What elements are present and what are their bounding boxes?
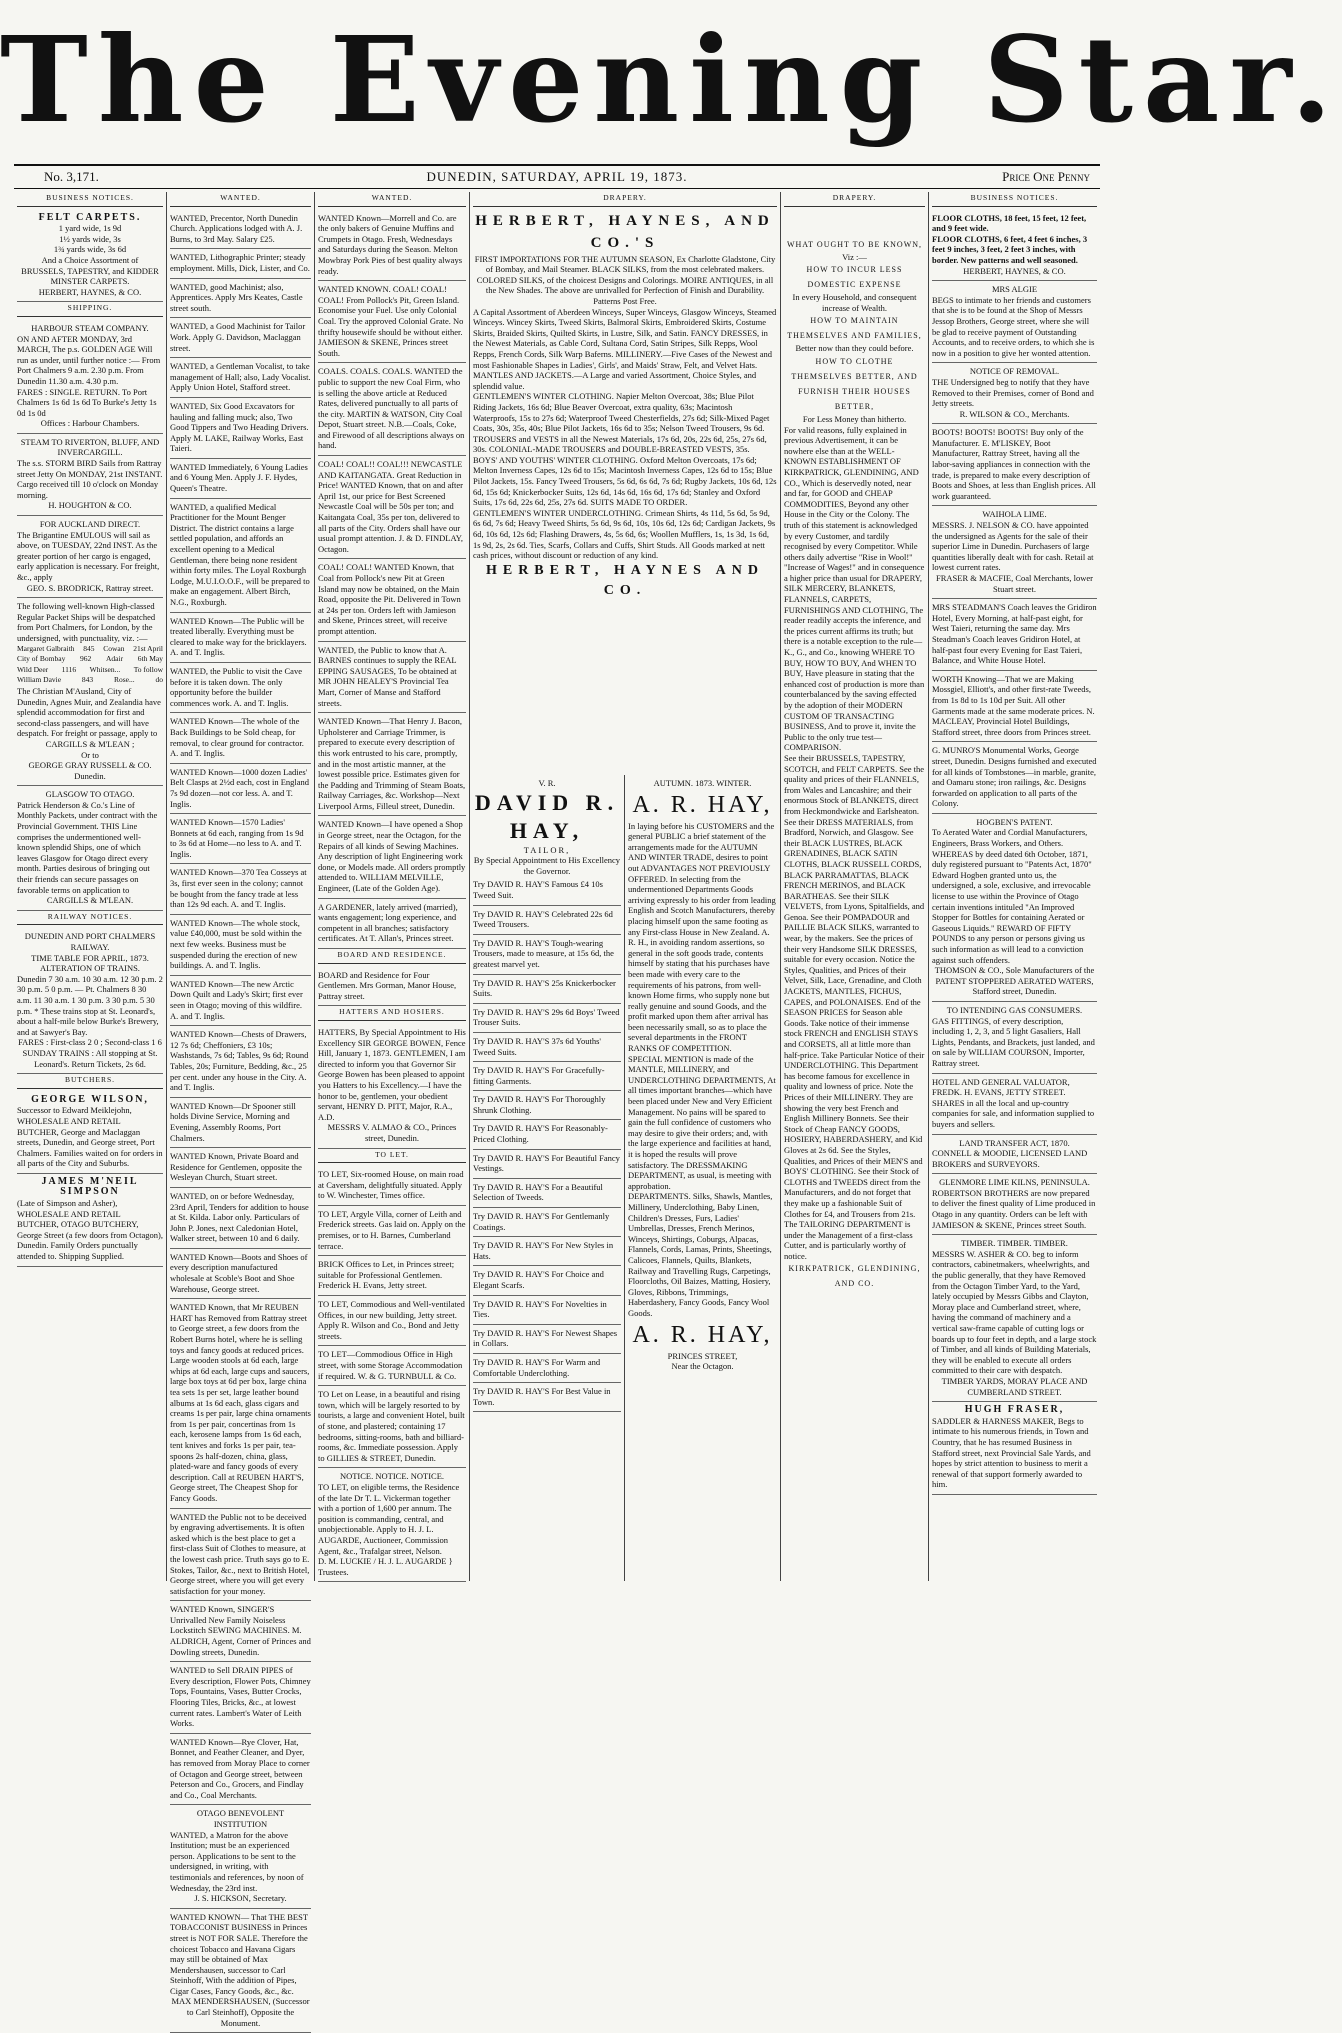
column-business-2 [929, 192, 1100, 1581]
ad-benevolent: OTAGO BENEVOLENT INSTITUTION WANTED, a Matron for the above Institution; must be an experienced person. Applications to be sent to the undersigned, in writing, with testimonials and references, by noon of Wednesday, the 23rd inst. J. S. HICKSON, Secretary. [170, 1805, 311, 1908]
wanted-ads-list [170, 210, 311, 1806]
wanted-ad: WANTED Known—Chests of Drawers, 12 7s 6d; Cheffoniers, £3 10s; Washstands, 7s 6d; Tables, 9s 6d; Round Tables, 20s; Furniture, Bedding, &c., 25 per cent. under any house in the City. A. and T. Inglis. [170, 1026, 311, 1098]
ad-coach: MRS STEADMAN'S Coach leaves the Gridiron Hotel, Every Morning, at half-past eight, for West Taieri, returning the same day. Mrs Steadman's Coach leaves Gridiron Hotel, at half-past four every Evening for East Taieri, Balance, and White House Hotel. [932, 599, 1097, 671]
wanted-ad: COAL! COAL! WANTED Known, that Coal from Pollock's new Pit at Green Island may now be obtained, on the Main Road, opposite the Pit. Delivered in Town at 24s per ton. Orders left with Jamieson and Skene, Princes street, will receive prompt attention. [318, 559, 466, 641]
try-line: Try DAVID R. HAY'S For New Styles in Hats. [473, 1237, 621, 1266]
try-line: Try DAVID R. HAY'S For Best Value in Town. [473, 1383, 621, 1412]
to-let-ad: TO LET, Commodious and Well-ventilated Offices, in our new building, Jetty street. Apply R. Wilson and Co., Bond and Jetty streets. [318, 1296, 466, 1346]
wanted-ad: WANTED Known—The whole stock, value £40,000, must be sold within the next few weeks. Business must be suspended during the erection of new buildings. A. and T. Inglis. [170, 915, 311, 976]
wanted-ad: WANTED, a qualified Medical Practitioner for the Mount Benger District. The district contains a large settled population, and affords an excellent opening to a Medical Gentleman, there being none resident within forty miles. The Loyal Roxburgh Lodge, M.U.I.O.O.F., will be prepared to make an engagement. Albert Birch, N.G., Roxburgh. [170, 499, 311, 613]
wanted-ad: WANTED Known, Private Board and Residence for Gentlemen, opposite the Wesleyan Church, Stuart street. [170, 1148, 311, 1188]
try-line: Try DAVID R. HAY'S For Warm and Comfortable Underclothing. [473, 1354, 621, 1383]
ship-row: City of Bombay 962 Adair 6th May [17, 654, 163, 664]
wanted-ad: WANTED to Sell DRAIN PIPES of Every description, Flower Pots, Chimney Tops, Fountains, Vases, Butter Crocks, Flooring Tiles, Bricks, &c., at lowest current rates. Lambert's Water of Leith Works. [170, 1662, 311, 1734]
ship-row: Margaret Galbraith 845 Cowan 21st April [17, 643, 163, 653]
ad-harbour-steam: HARBOUR STEAM COMPANY. ON AND AFTER MONDAY, 3rd MARCH, The p.s. GOLDEN AGE Will run as under, until further notice :— From Port Chalmers 9 a.m. 2.30 p.m. From Dunedin 11.30 a.m. 4.30 p.m. FARES : SINGLE. RETURN. To Port Chalmers 1s 6d 1s 6d To Burke's Jetty 1s 0d 1s 0d Offices : Harbour Chambers. [17, 320, 163, 434]
ad-hugh-fraser: HUGH FRASER, SADDLER & HARNESS MAKER, Begs to intimate to his numerous friends, in Town and Country, that he has resumed Business in Stafford street, next Provincial Sale Yards, and hopes by strict attention to business to merit a renewal of that support formerly awarded to him. [932, 1402, 1097, 1495]
ad-lime: WAIHOLA LIME. MESSRS. J. NELSON & CO. have appointed the undersigned as Agents for the sale of their superior Lime in Dunedin. Purchasers of large quantities liberally dealt with for cash. Retail at lowest current rates. FRASER & MACFIE, Coal Merchants, lower Stuart street. [932, 506, 1097, 599]
try-line: Try DAVID R. HAY'S Tough-wearing Trousers, made to measure, at 15s 6d, the greatest marvel yet. [473, 935, 621, 975]
ad-george-wilson: GEORGE WILSON, Successor to Edward Meiklejohn, WHOLESALE AND RETAIL BUTCHER, George and Maclaggan streets, Dunedin, and George street, Port Chalmers. Families waited on for orders in all parts of the City and Suburbs. [17, 1092, 163, 1174]
wanted-ad: COALS. COALS. COALS. WANTED the public to support the new Coal Firm, who is selling the above article at Reduced Rates, delivered punctually to all parts of the city. MARTIN & WATSON, City Coal Depot, Stuart street. N.B.—Coals, Coke, and Firewood of all descriptions always on hand. [318, 363, 466, 456]
column-david-hay: V. R. DAVID R. HAY, TAILOR, By Special Appointment to His Excellency the Governor. Try DAVID R. HAY'S Famous £4 10s Tweed Suit. Try DAVID R. HAY'S Celebrated 22s 6d Tweed Trousers. Try DAVID R. HAY'S Tough-wearing Trousers, made to measure, at 15s 6d, the greatest marvel yet. Try DAVID R. HAY'S 25s Knickerbocker Suits. Try DAVID R. HAY'S 29s 6d Boys' Tweed Trouser Suits. Try DAVID R. HAY'S 37s 6d Youths' Tweed Suits. Try DAVID R. HAY'S For Gracefully-fitting Garments. Try DAVID R. HAY'S For Thoroughly Shrunk Clothing. Try DAVID R. HAY'S For Reasonably-Priced Clothing. Try DAVID R. HAY'S For Beautiful Fancy Vestings. Try DAVID R. HAY'S For a Beautiful Selection of Tweeds. Try DAVID R. HAY'S For Gentlemanly Coatings. Try DAVID R. HAY'S For New Styles in Hats. Try DAVID R. HAY'S For Choice and Elegant Scarfs. Try DAVID R. HAY'S For Novelties in Ties. Try DAVID R. HAY'S For Newest Shapes in Collars. Try DAVID R. HAY'S For Warm and Comfortable Underclothing. Try DAVID R. HAY'S For Best Value in Town. [470, 778, 624, 1581]
column-business-shipping [14, 192, 166, 1581]
ad-simpson: JAMES M'NEIL SIMPSON (Late of Simpson and Asher), WHOLESALE AND RETAIL BUTCHER, OTAGO BUTCHERY, George Street (a few doors from Octagon), Dunedin. Family Orders punctually attended to. Shipping Supplied. [17, 1174, 163, 1267]
ad-board: BOARD and Residence for Four Gentlemen. Mrs Gorman, Manor House, Pattray street. [318, 967, 466, 1007]
try-line: Try DAVID R. HAY'S Celebrated 22s 6d Tweed Trousers. [473, 906, 621, 935]
column-kirkpatrick: DRAPERY. WHAT OUGHT TO BE KNOWN, Viz :— HOW TO INCUR LESS DOMESTIC EXPENSE In every Household, and consequent increase of Wealth. HOW TO MAINTAIN THEMSELVES AND FAMILIES, Better now than they could before. HOW TO CLOTHE THEMSELVES BETTER, AND FURNISH THEIR HOUSES BETTER, For Less Money than hitherto. For valid reasons, fully explained in previous Advertisement, it can be nowhere else than at the WELL-KNOWN ESTABLISHMENT OF KIRKPATRICK, GLENDINING, AND CO., Which is deservedly noted, near and far, for GOOD and CHEAP COMMODITIES, Beyond any other House in the City or the Colony. The truth of this statement is acknowledged by every Customer, and tardily recognised by every Competitor. While others daily advertise "Rise in Wool!" "Increase of Wages!" and in consequence a higher price than usual for DRAPERY, SILK MERCERY, BLANKETS, FLANNELS, CARPETS, FURNISHINGS AND CLOTHING, The reader readily accepts the inference, and the prices current affirms its truth; but there is a notable exception to the rule—K., G., and Co., knowing WHERE TO BUY, HOW TO BUY, And WHEN TO BUY, Have pleasure in stating that the enhanced cost of production is more than counterbalanced by the saving effected by the adoption of their MODERN CUSTOM OF TRANSACTING BUSINESS, And to prove it, invite the Public to the only true test—COMPARISON. See their BRUSSELS, TAPESTRY, SCOTCH, and FELT CARPETS. See the quality and prices of their FLANNELS, from Wales and Lancashire; and their enormous Stock of BLANKETS, direct from Heckmondwicke and Earlsheaton. See their DRESS MATERIALS, from Bradford, Norwich, and Glasgow. See their BLACK LUSTRES, BLACK GRENADINES, BLACK SATIN CLOTHS, BLACK RUSSELL CORDS, BLACK PARRAMATTAS, BLACK FRENCH MERINOS, and BLACK BARATHEAS. See their SILK VELVETS, from Lyons, Spitalfields, and Genoa. See their POMPADOUR and PAILLIE BLACK SILKS, warranted to wear, by the makers. See the prices of their very Handsome SILK DRESSES, suitable for every occasion. Notice the Styles, Qualities, and Prices of their Velvet, Silk, Lace, Grenadine, and Cloth JACKETS, MANTLES, FICHUS, CAPES, and POLONAISES. End of the SEASON PRICES for Season able Goods. Take notice of their immense stock FRENCH and ENGLISH STAYS and CORSETS, all at little more than half-price. Take Particular Notice of their UNDERCLOTHING. This Department has become famous for excellence in quality and lowness of price. Note the Prices of their MILLINERY. They are showing the very best French and English Millinery Bonnets. See their Stock of Cheap FANCY GOODS, HOSIERY, HABERDASHERY, and Kid Gloves at 2s 6d. See the Styles, Qualities, and Prices of their MEN'S and BOYS' CLOTHING. See their Stock of CLOTHS and TWEEDS direct from the Manufacturers, and do not forget that they make up a fashionable Suit of Clothes for £4, and Trousers from 21s. The TAILORING DEPARTMENT is under the Management of a first-class Cutter, and is particularly worthy of notice. KIRKPATRICK, GLENDINING, AND CO. [784, 193, 925, 1289]
try-line: Try DAVID R. HAY'S 37s 6d Youths' Tweed Suits. [473, 1033, 621, 1062]
ad-riverton: STEAM TO RIVERTON, BLUFF, AND INVERCARGILL. The s.s. STORM BIRD Sails from Rattray street Jetty On MONDAY, 21st INSTANT. Cargo received till 10 o'clock on Monday morning. H. HOUGHTON & CO. [17, 434, 163, 516]
section-header: WANTED. [318, 192, 466, 207]
wanted-ad: WANTED, Six Good Excavators for hauling and falling muck; also, Two Good Tippers and Two Heading Drivers. Apply M. LAKE, Railway Works, East Taieri. [170, 398, 311, 459]
column-ar-hay: AUTUMN. 1873. WINTER. A. R. HAY, In laying before his CUSTOMERS and the general PUBLIC a brief statement of the arrangements made for the AUTUMN AND WINTER TRADE, desires to point out ADVANTAGES NOT PREVIOUSLY OFFERED. In selecting from the undermentioned Departments Goods arriving expressly to his order from leading English and Scotch Manufacturers, thereby placing himself upon the same footing as any First-class House in New Zealand. A. R. H., in avoiding random assertions, so general in the soft goods trade, contents himself by stating that his purchases have been made with every care to the requirements of his patrons, from well-known Home firms, who supply none but really genuine and sound Goods, and the profit marked upon them after arrival has been necessarily small, so as to place the several departments in the FRONT RANKS OF COMPETITION. SPECIAL MENTION is made of the MANTLE, MILLINERY, and UNDERCLOTHING DEPARTMENTS, At all times important branches—which have been placed under New and Very Efficient Management. No pains will be spared to gain the full confidence of customers who may desire to give their orders; and, with the large experience and facilities at hand, it is hoped the results will prove satisfactory. The DRESSMAKING DEPARTMENT, as usual, is meeting with approbation. DEPARTMENTS. Silks, Shawls, Mantles, Millinery, Underclothing, Baby Linen, Children's Dresses, Furs, Ladies' Umbrellas, Dresses, French Merinos, Winceys, Shirtings, Coburgs, Alpacas, Flannels, Cords, Lamas, Prints, Sheetings, Calicoes, Flannels, Quilts, Blankets, Railway and Travelling Rugs, Carpetings, Floorcloths, Oil Baizes, Matting, Hosiery, Gloves, Ribbons, Trimmings, Haberdashery, Fancy Goods, Fancy Wool Goods. A. R. HAY, PRINCES STREET, Near the Octagon. [628, 778, 776, 1372]
try-line: Try DAVID R. HAY'S For Gentlemanly Coatings. [473, 1208, 621, 1237]
wanted-ad: WANTED, the Public to visit the Cave before it is taken down. The only opportunity before the builder commences work. A. and T. Inglis. [170, 663, 311, 713]
wanted-ad: WANTED Known—1570 Ladies' Bonnets at 6d each, ranging from 1s 9d to 3s 6d at Home—no less to A. and T. Inglis. [170, 814, 311, 864]
wanted-ad: WANTED, a Gentleman Vocalist, to take management of Hall; also, Lady Vocalist. Apply Union Hotel, Stafford street. [170, 358, 311, 398]
issue-date: DUNEDIN, SATURDAY, APRIL 19, 1873. [426, 169, 688, 184]
to-let-list [318, 1166, 466, 1468]
to-let-ad: BRICK Offices to Let, in Princes street; suitable for Professional Gentlemen. Frederick H. Evans, Jetty street. [318, 1256, 466, 1296]
try-line: Try DAVID R. HAY'S For Beautiful Fancy Vestings. [473, 1150, 621, 1179]
ad-glenmore: GLENMORE LIME KILNS, PENINSULA. ROBERTSON BROTHERS are now prepared to deliver the finest quality of Lime produced in Otago in any quantity. Orders can be left with JAMIESON & SKENE, Princes street South. [932, 1174, 1097, 1235]
section-header: RAILWAY NOTICES. [17, 911, 163, 926]
wanted-ad: WANTED, on or before Wednesday, 23rd April, Tenders for addition to house at St. Kilda. Labor only. Particulars of John P. Jones, next Caledonian Hotel, Walker street, between 10 and 6 daily. [170, 1188, 311, 1249]
david-hay-name: DAVID R. HAY, [474, 789, 620, 843]
try-line: Try DAVID R. HAY'S Famous £4 10s Tweed Suit. [473, 876, 621, 905]
section-header: BUSINESS NOTICES. [17, 192, 163, 207]
ad-munro: G. MUNRO'S Monumental Works, George street, Dunedin. Designs furnished and executed for all kinds of Tombstones—in marble, granite, and Oamaru stone; iron railings, &c. Designs forwarded on application to all parts of the Colony. [932, 742, 1097, 814]
to-let-ad: TO LET, Six-roomed House, on main road at Caversham, delightfully situated. Apply to W. Winchester, Times office. [318, 1166, 466, 1206]
ad-railway: DUNEDIN AND PORT CHALMERS RAILWAY. TIME TABLE FOR APRIL, 1873. ALTERATION OF TRAINS. Dunedin 7 30 a.m. 10 30 a.m. 12 30 p.m. 2 30 p.m. 5 0 p.m. — Pt. Chalmers 8 30 a.m. 11 30 a.m. 1 30 p.m. 3 30 p.m. 5 30 p.m. * These trains stop at St. Leonard's, about a half-mile below Burke's Brewery, and at Sawyer's Bay. FARES : First-class 2 0 ; Second-class 1 6 SUNDAY TRAINS : All stopping at St. Leonard's. Return Tickets, 2s 6d. [17, 928, 163, 1074]
wanted-ad: WANTED Known—370 Tea Cosseys at 3s, first ever seen in the colony; cannot be bought from the fancy trade at less than 12s 9d each. A. and T. Inglis. [170, 864, 311, 914]
ad-hogben: HOGBEN'S PATENT. To Aerated Water and Cordial Manufacturers, Engineers, Brass Workers, and Others. WHEREAS by deed dated 6th October, 1871, duly registered pursuant to "Patents Act, 1870" Edward Hogben granted unto us, the undersigned, a sole, exclusive, and irrevocable license to use within the Province of Otago certain inventions intituled "An Improved Stopper for Bottles for containing Aerated or Gaseous Liquids." REWARD OF FIFTY POUNDS to any person or persons giving us such information as will lead to a conviction against such offenders. THOMSON & CO., Sole Manufacturers of the PATENT STOPPERED AERATED WATERS, Stafford street, Dunedin. [932, 814, 1097, 1002]
section-header: SHIPPING. [17, 302, 163, 317]
ship-row: Wild Deer 1116 Whitsen... To follow [17, 664, 163, 674]
wanted-ad: WANTED the Public not to be deceived by engraving advertisements. It is often asked which is the best place to get a first-class Suit of Clothes to measure, at the lowest cash price. Truth says go to E. Stokes, Tailor, &c., next to British Hotel, George street, where you will get every satisfaction for your money. [170, 1509, 311, 1602]
wanted-ad: WANTED, good Machinist; also, Apprentices. Apply Mrs Keates, Castle street south. [170, 279, 311, 319]
wanted-ad: WANTED Known—Morrell and Co. are the only bakers of Genuine Muffins and Crumpets in Otago. Fresh, Wednesdays and Saturdays during the Season. Melton Mowbray Pork Pies of best quality always ready. [318, 210, 466, 282]
ad-boots: BOOTS! BOOTS! BOOTS! Buy only of the Manufacturer. E. M'LISKEY, Boot Manufacturer, Rattray Street, having all the labor-saving appliances in connection with the trade, is prepared to make every description of Boots and Shoes, at less than English prices. All work guaranteed. [932, 424, 1097, 506]
column-wanted-2 [315, 192, 469, 1581]
ad-auckland: FOR AUCKLAND DIRECT. The Brigantine EMULOUS will sail as above, on TUESDAY, 22nd INST. As the greater portion of her cargo is engaged, early application is necessary. For freight, &c., apply GEO. S. BRODRICK, Rattray street. [17, 516, 163, 598]
ad-floor-cloths: FLOOR CLOTHS, 18 feet, 15 feet, 12 feet, and 9 feet wide. FLOOR CLOTHS, 6 feet, 4 feet 6 inches, 3 feet 9 inches, 3 feet, 2 feet 3 inches, with border. New patterns and well seasoned. HERBERT, HAYNES, & CO. [932, 210, 1097, 282]
wanted-ad: WANTED, the Public to know that A. BARNES continues to supply the REAL EPPING SAUSAGES, To be obtained at MR JOHN HEALEY'S Provincial Tea Mart, Corner of Manse and Stafford streets. [318, 642, 466, 714]
wanted-ad: WANTED Known, SINGER'S Unrivalled New Family Noiseless Lockstitch SEWING MACHINES. M. ALDRICH, Agent, Corner of Princes and Dowling streets, Dunedin. [170, 1601, 311, 1662]
section-header: DRAPERY. [784, 192, 925, 207]
wanted-ad: WANTED Known—Boots and Shoes of every description manufactured wholesale at Scoble's Boot and Shoe Warehouse, George street. [170, 1249, 311, 1299]
try-line: Try DAVID R. HAY'S 25s Knickerbocker Suits. [473, 975, 621, 1004]
ad-land-transfer: LAND TRANSFER ACT, 1870. CONNELL & MOODIE, LICENSED LAND BROKERS and SURVEYORS. [932, 1135, 1097, 1175]
wanted-ad: WANTED Known—The new Arctic Down Quilt and Lady's Skirt; first ever seen in Otago; moving of this wildfire. A. and T. Inglis. [170, 976, 311, 1026]
section-header: BOARD AND RESIDENCE. [318, 949, 466, 964]
ad-glasgow: GLASGOW TO OTAGO. Patrick Henderson & Co.'s Line of Monthly Packets, under contract with the Provincial Government. THIS Line comprises the undermentioned well-known splendid Ships, one of which leaves Glasgow for Otago direct every month. Parties desirous of bringing out their friends can secure passages on favorable terms on application to CARGILLS & M'LEAN. [17, 786, 163, 911]
ad-hotel-valuator: HOTEL AND GENERAL VALUATOR, FREDK. H. EVANS, JETTY STREET. SHARES in all the local and up-country companies for sale, and information supplied to buyers and sellers. [932, 1074, 1097, 1135]
wanted-ad: WANTED, Lithographic Printer; steady employment. Mills, Dick, Lister, and Co. [170, 249, 311, 278]
ad-removal: NOTICE OF REMOVAL. THE Undersigned beg to notify that they have Removed to their Premises, corner of Bond and Jetty streets. R. WILSON & CO., Merchants. [932, 363, 1097, 424]
wanted-ad: WANTED Immediately, 6 Young Ladies and 6 Young Men. Apply J. F. Hydes, Queen's Theatre. [170, 459, 311, 499]
wanted-ad: A GARDENER, lately arrived (married), wants engagement; long experience, and competent in all branches; satisfactory certificates. At T. Allan's, Princes street. [318, 899, 466, 949]
section-header: WANTED. [170, 192, 311, 207]
wanted-ad: WANTED Known—The Public will be treated liberally. Everything must be cleared to make way for the bricklayers. A. and T. Inglis. [170, 613, 311, 663]
ar-hay-name: A. R. HAY, [632, 791, 773, 818]
ad-worth-knowing: WORTH Knowing—That we are Making Mossgiel, Elliott's, and other first-rate Tweeds, from 1s 8d to 1s 10d per Suit. All other Garments made at the same moderate prices. N. MACLEAY, Provincial Hotel Buildings, Stafford street, three doors from Princes street. [932, 671, 1097, 743]
try-line: Try DAVID R. HAY'S For Thoroughly Shrunk Clothing. [473, 1091, 621, 1120]
wanted-ad: WANTED Known—Dr Spooner still holds Divine Service, Morning and Evening, Assembly Rooms, Port Chalmers. [170, 1098, 311, 1148]
wanted-ad: WANTED, Precentor, North Dunedin Church. Applications lodged with A. J. Burns, to 3rd May. Salary £25. [170, 210, 311, 250]
ad-mrs-algie: MRS ALGIE BEGS to intimate to her friends and customers that she is to be found at the Shop of Messrs Jessop Brothers, George street, where she will be glad to receive payment of Outstanding Accounts, and to receive orders, to which she is now in a position to give her wonted attention. [932, 281, 1097, 363]
ad-timber: TIMBER. TIMBER. TIMBER. MESSRS W. ASHER & CO. beg to inform contractors, cabinetmakers, wheelwrights, and the public generally, that they have Removed from the Octagon Timber Yard, to the Yard, lately occupied by Messrs Gibbs and Clayton, Moray place and Cumberland street, where, having the command of machinery and a vertical saw-frame capable of cutting logs or boards up to four feet in depth, and a large stock of Timber, and all kinds of Building Materials, they will be enabled to execute all orders committed to their care with despatch. TIMBER YARDS, MORAY PLACE AND CUMBERLAND STREET. [932, 1235, 1097, 1402]
ad-tobacconist: WANTED KNOWN— That THE BEST TOBACCONIST BUSINESS in Princes street is NOT FOR SALE. Therefore the choicest Tobacco and Havana Cigars may still be obtained of Max Mendershausen, successor to Carl Steinhoff, With the addition of Pipes, Cigar Cases, Fancy Goods, &c., &c. MAX MENDERSHAUSEN, (Successor to Carl Steinhoff), Opposite the Monument. [170, 1909, 311, 2033]
ad-gas: TO INTENDING GAS CONSUMERS. GAS FITTINGS, of every description, including 1, 2, 3, and 5 light Gasaliers, Hall Lights, Pendants, and Brackets, just landed, and on sale by WILLIAM COURSON, Importer, Rattray street. [932, 1002, 1097, 1074]
column-drapery-hhc: DRAPERY. HERBERT, HAYNES, AND CO.'S FIRST IMPORTATIONS FOR THE AUTUMN SEASON, Ex Charlotte Gladstone, City of Bombay, and Mail Steamer. BLACK SILKS, from the most celebrated makers. COLORED SILKS, of the choicest Designs and Colorings. MOIRE ANTIQUES, in all the New Shades. The above are unrivalled for Perfection of Finish and Durability. Patterns Post Free. A Capital Assortment of Aberdeen Winceys, Super Winceys, Glasgow Winceys, Steamed Winceys. Wincey Skirts, Tweed Skirts, Balmoral Skirts, Embroidered Skirts, Costume Skirts, Braided Skirts, Quilted Skirts, in Lustre, Silk, and Satin. FANCY DRESSES, in the Newest Materials, as Cable Cord, Sultana Cord, Satin Stripes, Silk Repps, Wool Repps, French Cords, Silk Warp Baferns. MILLINERY.—Five Cases of the Newest and most Fashionable Shapes in Ladies', Girls', and Maids' Straw, Felt, and Velvet Hats. MANTLES AND JACKETS.—A Large and varied Assortment, Choice Styles, and splendid value. GENTLEMEN'S WINTER CLOTHING. Napier Melton Overcoat, 38s; Blue Pilot Riding Jackets, 16s 6d; Blue Beaver Overcoat, extra quality, 63s; Macintosh Waterproofs, 15s to 27s 6d; Waterproof Tweed Chesterfields, 27s 6d; Silk-Mixed Paget Coats, 30s, 35s, 40s; Blue Pilot Jackets, 16s 6d to 35s; Nelson Tweed Trousers, 9s 6d. TROUSERS and VESTS in all the Newest Materials, 17s 6d, 20s, 22s 6d, 25s, 27s 6d, 30s. COLONIAL-MADE TROUSERS and DOUBLE-BREASTED VESTS, 35s. BOYS' AND YOUTHS' WINTER CLOTHING. Oxford Melton Overcoats, 17s 6d; Melton Inverness Capes, 12s 6d to 15s; Macintosh Inverness Capes, 12s 6d to 15s; Blue Pilot Jackets, 15s. Fancy Tweed Trousers, 5s 6d, 6s 6d, 7s 6d; Rugby Jackets, 10s 6d, 12s 6d, 15s 6d; Knickerbocker Suits, 12s 6d, 14s 6d, 16s 6d, 17s 6d; Stanley and Oxford Suits, 17s 6d, 22s 6d, 25s, 27s 6d. SUITS MADE TO ORDER. GENTLEMEN'S WINTER UNDERCLOTHING. Crimean Shirts, 4s 11d, 5s 6d, 5s 9d, 6s 6d, 7s 6d; Heavy Tweed Shirts, 5s 6d, 9s 6d, 10s, 10s 6d, 12s 6d; Cardigan Jackets, 9s 6d, 10s 6d, 12s 6d; Flashing Drawers, 4s, 5s 6d, 6s; Woollen Mufflers, 1s, 1s 3d, 1s 6d, 1s 9d, 2s, 2s 6d. Ties, Scarfs, Collars and Cuffs, Shirt Studs. All Goods marked at nett cash prices, without discount or reduction of any kind. HERBERT, HAYNES AND CO. [473, 193, 777, 598]
wanted-ad: WANTED Known—I have opened a Shop in George street, near the Octagon, for the Repairs of all kinds of Sewing Machines. Any description of light Engineering work done, or Models made. All orders promptly attended to. WILLIAM MELVILLE, Engineer, (Late of the Golden Age). [318, 816, 466, 898]
section-header: TO LET. [318, 1149, 466, 1164]
column-wanted-1 [167, 192, 314, 2028]
wanted-ad: WANTED Known—The whole of the Back Buildings to be Sold cheap, for removal, to clear ground for contractor. A. and T. Inglis. [170, 713, 311, 763]
section-header: HATTERS AND HOSIERS. [318, 1006, 466, 1021]
to-let-ad: TO LET—Commodious Office in High street, with some Storage Accommodation if required. W. & G. TURNBULL & Co. [318, 1346, 466, 1386]
ad-notice: NOTICE. NOTICE. NOTICE. TO LET, on eligible terms, the Residence of the late Dr T. L. Vickerman together with a portion of 1,600 per annum. The position is commanding, central, and unobjectionable. Apply to H. J. L. AUGARDE, Auctioneer, Commission Agent, &c., Trafalgar street, Nelson. D. M. LUCKIE / H. J. L. AUGARDE } Trustees. [318, 1468, 466, 1582]
try-line: Try DAVID R. HAY'S For Gracefully-fitting Garments. [473, 1062, 621, 1091]
try-line: Try DAVID R. HAY'S For Choice and Elegant Scarfs. [473, 1266, 621, 1295]
to-let-ad: TO LET, Argyle Villa, corner of Leith and Frederick streets. Gas laid on. Apply on the premises, or to H. Barnes, Cumberland terrace. [318, 1206, 466, 1256]
ad-hatters: HATTERS, By Special Appointment to His Excellency SIR GEORGE BOWEN, Fence Hill, January 1, 1873. GENTLEMEN, I am directed to inform you that Governor Sir George Bowen has been pleased to appoint you Hatters to his Excellency.—I have the honor to be, gentlemen, your obedient servant, HENRY D. PITT, Major, R.A., A.D. MESSRS V. ALMAO & CO., Princes street, Dunedin. [318, 1024, 466, 1149]
try-line: Try DAVID R. HAY'S For a Beautiful Selection of Tweeds. [473, 1179, 621, 1208]
ad-london-packets: The following well-known High-classed Regular Packet Ships will be despatched from Port Chalmers, for London, by the undersigned, with punctuality, viz. :— Margaret Galbraith 845 Cowan 21st April City of Bombay 962 Adair 6th May Wild Deer 1116 Whitsen... To follow William Davie 843 Rose... do The Christian M'Ausland, City of Dunedin, Agnes Muir, and Zealandia have splendid accommodation for first and second-class passengers, and will have despatch. For freight or passage, apply to CARGILLS & M'LEAN ; Or to GEORGE GRAY RUSSELL & CO. Dunedin. [17, 598, 163, 786]
masthead [0, 0, 1342, 160]
try-line: Try DAVID R. HAY'S For Newest Shapes in Collars. [473, 1325, 621, 1354]
hhc-name: HERBERT, HAYNES, AND CO.'S [475, 212, 775, 251]
ship-row: William Davie 843 Rose... do [17, 675, 163, 685]
wanted-ad: WANTED Known—Rye Clover, Hat, Bonnet, and Feather Cleaner, and Dyer, has removed from Moray Place to corner of Octagon and George street, between Peterson and Co., Grocers, and Findlay and Co., Coal Merchants. [170, 1734, 311, 1806]
wanted-ad: WANTED Known, that Mr REUBEN HART has Removed from Rattray street to George street, a few doors from the Robert Burns hotel, where he is selling toys and fancy goods at reduced prices. Large wooden stools at 6d each, large whips at 6d each, large cups and saucers, large box toys at 6d per box, large china tea sets 1s per set, large leather bound albums at 1s 6d each, glass cigars and creams 1s per pair, large china ornaments from 1s per pair, concertinas from 1s each, kerosene lamps from 1s 6d each, tent knives and forks 1s per pair, tea-spoons 2s half-dozen, china, glass, plated-ware and fancy goods of every description. Call at REUBEN HART'S, George street, The Cheapest Shop for Fancy Goods. [170, 1299, 311, 1508]
wanted-ad: WANTED Known—That Henry J. Bacon, Upholsterer and Carriage Trimmer, is prepared to execute every description of this work entrusted to his care, promptly, and in the most artistic manner, at the lowest possible price. Estimates given for the Padding and Trimming of Steam Boats, Railway Carriages, &c. Workshop—Next Liverpool Arms, Filleul street, Dunedin. [318, 713, 466, 816]
wanted-ad: WANTED Known—1000 dozen Ladies' Belt Clasps at 2½d each, cost in England 7s 9d dozen—not cor less. A. and T. Inglis. [170, 764, 311, 814]
issue-line [14, 164, 1100, 189]
try-line: Try DAVID R. HAY'S For Novelties in Ties. [473, 1296, 621, 1325]
issue-number: No. 3,171. [44, 169, 99, 184]
try-line: Try DAVID R. HAY'S 29s 6d Boys' Tweed Trouser Suits. [473, 1004, 621, 1033]
wanted-ad: WANTED KNOWN. COAL! COAL! COAL! From Pollock's Pit, Green Island. Economise your Fuel. Use only Colonial Coal. Try the approved Colonial Grate. No thrifty housewife should be without either. JAMIESON & SKENE, Princes street South. [318, 281, 466, 363]
ad-felt-carpets: FELT CARPETS. 1 yard wide, 1s 9d 1½ yards wide, 3s 1¾ yards wide, 3s 6d And a Choice Assortment of BRUSSELS, TAPESTRY, and KIDDER MINSTER CARPETS. HERBERT, HAYNES, & CO. [17, 210, 163, 303]
section-header: DRAPERY. [473, 192, 777, 207]
issue-price: Price One Penny [1002, 169, 1090, 184]
try-line: Try DAVID R. HAY'S For Reasonably-Priced Clothing. [473, 1120, 621, 1149]
wanted-ad: COAL! COAL!! COAL!!! NEWCASTLE AND KAITANGATA. Great Reduction in Price! WANTED Known, that on and after April 1st, our price for Best Screened Newcastle Coal will be 50s per ton; and Kaitangata Coal, 35s per ton, delivered to all parts of the City. Orders shall have our usual prompt attention. J. & D. FINDLAY, Octagon. [318, 456, 466, 559]
wanted-ad: WANTED, a Good Machinist for Tailor Work. Apply G. Davidson, Maclaggan street. [170, 318, 311, 358]
masthead-title: The Evening Star. [0, 10, 1342, 149]
try-david-hay-list [473, 876, 621, 1412]
to-let-ad: TO Let on Lease, in a beautiful and rising town, which will be largely resorted to by tourists, a large and convenient Hotel, built of stone, and plastered; containing 17 bedrooms, sitting-rooms, bath and billiard-rooms, &c. Immediate possession. Apply to GILLIES & STREET, Dunedin. [318, 1386, 466, 1468]
wanted-ads-list [318, 210, 466, 949]
section-header: BUTCHERS. [17, 1074, 163, 1089]
section-header: BUSINESS NOTICES. [932, 192, 1097, 207]
